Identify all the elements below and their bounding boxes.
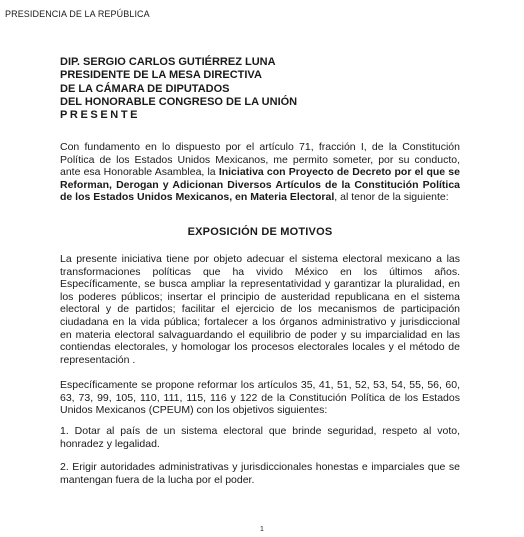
- addressee-present: PRESENTE: [60, 109, 141, 122]
- intro-paragraph: [60, 141, 460, 204]
- addressee-congress: DEL HONORABLE CONGRESO DE LA UNIÓN: [60, 95, 298, 108]
- intro-text-start: Con fundamento en lo dispuesto por el artículo 71, fracción I, de la Constitución Política de los Estados Unidos Mexicanos, me permito someter, por su conducto, ante esa Honorable Asamblea, la: [60, 141, 460, 179]
- intro-text-end: , al tenor de la siguiente:: [334, 191, 449, 204]
- office-header: PRESIDENCIA DE LA REPÚBLICA: [5, 9, 150, 19]
- initiative-title: Iniciativa con Proyecto de Decreto por el que se Reforman, Derogan y Adicionan Diversos Artículos de la Constitución Política de los Estados Unidos Mexicanos, en Materia Electoral: [60, 166, 460, 204]
- addressee-name: DIP. SERGIO CARLOS GUTIÉRREZ LUNA: [60, 56, 276, 68]
- addressee-block: [60, 56, 297, 122]
- objective-item-1: 1. Dotar al país de un sistema electoral que brinde seguridad, respeto al voto, honradez y legalidad.: [60, 425, 460, 450]
- addressee-title: PRESIDENTE DE LA MESA DIRECTIVA: [60, 69, 262, 82]
- articles-paragraph: Específicamente se propone reformar los artículos 35, 41, 51, 52, 53, 54, 55, 56, 60, 63, 73, 99, 105, 110, 111, 115, 116 y 122 de la Constitución Política de los Estados Unidos Mexicanos (CPEUM) con los objetivos siguientes:: [60, 379, 460, 417]
- addressee-chamber: DE LA CÁMARA DE DIPUTADOS: [60, 82, 230, 95]
- motives-paragraph: La presente iniciativa tiene por objeto adecuar el sistema electoral mexicano a las transformaciones políticas que ha vivido México en los últimos años. Específicamente, se busca ampliar la representatividad y garantizar la pluralidad, en los poderes públicos; insertar el principio de austeridad republicana en el sistema electoral y de partidos; facilitar el ejercicio de los mecanismos de participación ciudadana en la vida pública; fortalecer a los órganos administrativo y jurisdiccional en materia electoral salvaguardando el equilibrio de poder y su imparcialidad en las contiendas electorales, y homologar los procesos electorales locales y el método de representación .: [60, 253, 460, 366]
- objective-item-2: 2. Erigir autoridades administrativas y jurisdiccionales honestas e imparciales que se mantengan fuera de la lucha por el poder.: [60, 461, 460, 486]
- section-title: EXPOSICIÓN DE MOTIVOS: [187, 226, 333, 238]
- page-number: 1: [260, 526, 264, 533]
